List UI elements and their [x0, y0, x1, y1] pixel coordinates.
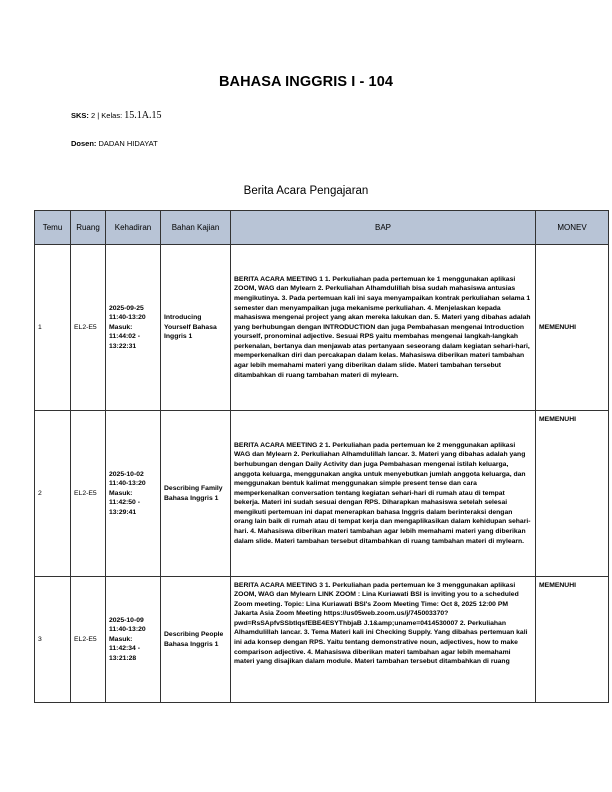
cell-kehadiran: 2025-10-02 11:40-13:20 Masuk: 11:42:50 - 13:29:41: [106, 411, 161, 577]
cell-bahan-kajian: Introducing Yourself Bahasa Inggris 1: [161, 245, 231, 411]
section-subtitle: Berita Acara Pengajaran: [243, 185, 369, 197]
cell-bap: BERITA ACARA MEETING 1 1. Perkuliahan pada pertemuan ke 1 menggunakan aplikasi ZOOM, WAG dan Mylearn 2. Perkuliahan Alhamdulillah bisa sudah mahasiswa antusias mengikutinya. 3. Pada pertemuan kali ini saya menyampaikan kontrak perkuliahan selama 1 semester dan menyampaikan juga mekanisme perkuliahan. 4. Menjelaskan kepada mahasiswa mengenai project yang akan mereka lakukan dan. 5. Materi yang dibahas adalah yang berhubungan dengan INTRODUCTION dan juga Pembahasan mengenai Introduction yourself, pronominal adjective. Sesuai RPS yaitu membahas mengenai langkah-langkah perkenalan, bertanya dan menjawab atas pertanyaan seseorang dalam kegiatan sehari-hari, memperkenalkan diri dan percakapan dalam kelas. Mahasiswa diberikan materi tambahan agar lebih memahami materi yang diberikan dalam slide. Materi tambahan tersebut ditambahkan di ruang tambahan materi di mylearn.: [231, 245, 536, 411]
cell-bap-text: BERITA ACARA MEETING 3 1. Perkuliahan pada pertemuan ke 3 menggunakan aplikasi ZOOM, WAG dan Mylearn LINK ZOOM : Lina Kuriawati BSI is inviting you to a scheduled Zoom meeting. Topic: Lina Kuriawati BSI's Zoom Meeting Time: Oct 8, 2025 12:00 PM Jakarta Asia Zoom Meeting https://us05web.zoom.us/j/745003370?pwd=RsSApfvSSbtlqsfEBE4ESYThbjaB J.1&amp;uname=0414530007 2. Perkuliahan Alhamdulillah lancar. 3. Tema Materi kali ini Checking Supply. Yang dibahas pertemuan kali ini ada konsep dengan RPS. Yaitu tentang demonstrative noun, adjectives, how to make comparison adjective. 4. Mahasiswa diberikan materi tambahan agar lebih memahami materi yang disajikan dalam module. Materi tambahan tersebut ditambahkan di ruang: [234, 581, 528, 666]
cell-ruang: EL2-E5: [71, 577, 106, 703]
cell-bahan-kajian: Describing Family Bahasa Inggris 1: [161, 411, 231, 577]
cell-bap: BERITA ACARA MEETING 2 1. Perkuliahan pada pertemuan ke 2 menggunakan aplikasi WAG dan Mylearn 2. Perkuliahan Alhamdulillah lancar. 3. Materi yang dibahas adalah yang berhubungan dengan Daily Activity dan juga Pembahasan mengenai istilah keluarga, anggota keluarga, menggunakan angka untuk menyebutkan jumlah anggota keluarga, dan menggunakan bentuk kalimat menggunakan simple present tense dan cara memperkenalkan conversation tentang kegiatan sehari-hari di rumah atau di tempat bekerja. Materi ini sudah sesuai dengan RPS. Diharapkan mahasiswa setelah selesai mengikuti pertemuan ini dapat menerapkan bahasa Inggris dalam berinteraksi dengan orang lain baik di rumah atau di tempat kerja dan mengaplikasikan dalam kehidupan sehari-hari. 4. Mahasiswa diberikan materi tambahan agar lebih memahami materi yang diberikan dalam slide. Materi tambahan tersebut ditambahkan di ruang tambahan materi di mylearn.: [231, 411, 536, 577]
cell-monev: MEMENUHI: [536, 411, 609, 577]
cell-bahan-kajian: Describing People Bahasa Inggris 1: [161, 577, 231, 703]
header-kehadiran: Kehadiran: [106, 211, 161, 245]
sks-kelas-line: [71, 110, 161, 121]
dosen-line: [71, 139, 158, 148]
table-row: [35, 411, 609, 577]
cell-temu: 3: [35, 577, 71, 703]
cell-monev: MEMENUHI: [536, 245, 609, 411]
header-bap: BAP: [231, 211, 536, 245]
cell-kehadiran: 2025-10-09 11:40-13:20 Masuk: 11:42:34 - 13:21:28: [106, 577, 161, 703]
dosen-value: DADAN HIDAYAT: [98, 139, 158, 148]
header-temu: Temu: [35, 211, 71, 245]
header-ruang: Ruang: [71, 211, 106, 245]
sks-value: 2 | Kelas:: [91, 111, 123, 120]
cell-temu: 1: [35, 245, 71, 411]
cell-kehadiran: 2025-09-25 11:40-13:20 Masuk: 11:44:02 - 13:22:31: [106, 245, 161, 411]
header-bahan-kajian: Bahan Kajian: [161, 211, 231, 245]
cell-monev: MEMENUHI: [536, 577, 609, 703]
cell-ruang: EL2-E5: [71, 411, 106, 577]
header-monev: MONEV: [536, 211, 609, 245]
bap-table: [34, 210, 609, 703]
document-title: BAHASA INGGRIS I - 104: [218, 74, 394, 90]
sks-label: SKS:: [71, 111, 89, 120]
cell-ruang: EL2-E5: [71, 245, 106, 411]
table-row: [35, 245, 609, 411]
kelas-value: 15.1A.15: [124, 110, 162, 121]
table-header-row: [35, 211, 609, 245]
table-row: [35, 577, 609, 703]
cell-bap: [231, 577, 536, 703]
dosen-label: Dosen:: [71, 139, 97, 148]
cell-temu: 2: [35, 411, 71, 577]
